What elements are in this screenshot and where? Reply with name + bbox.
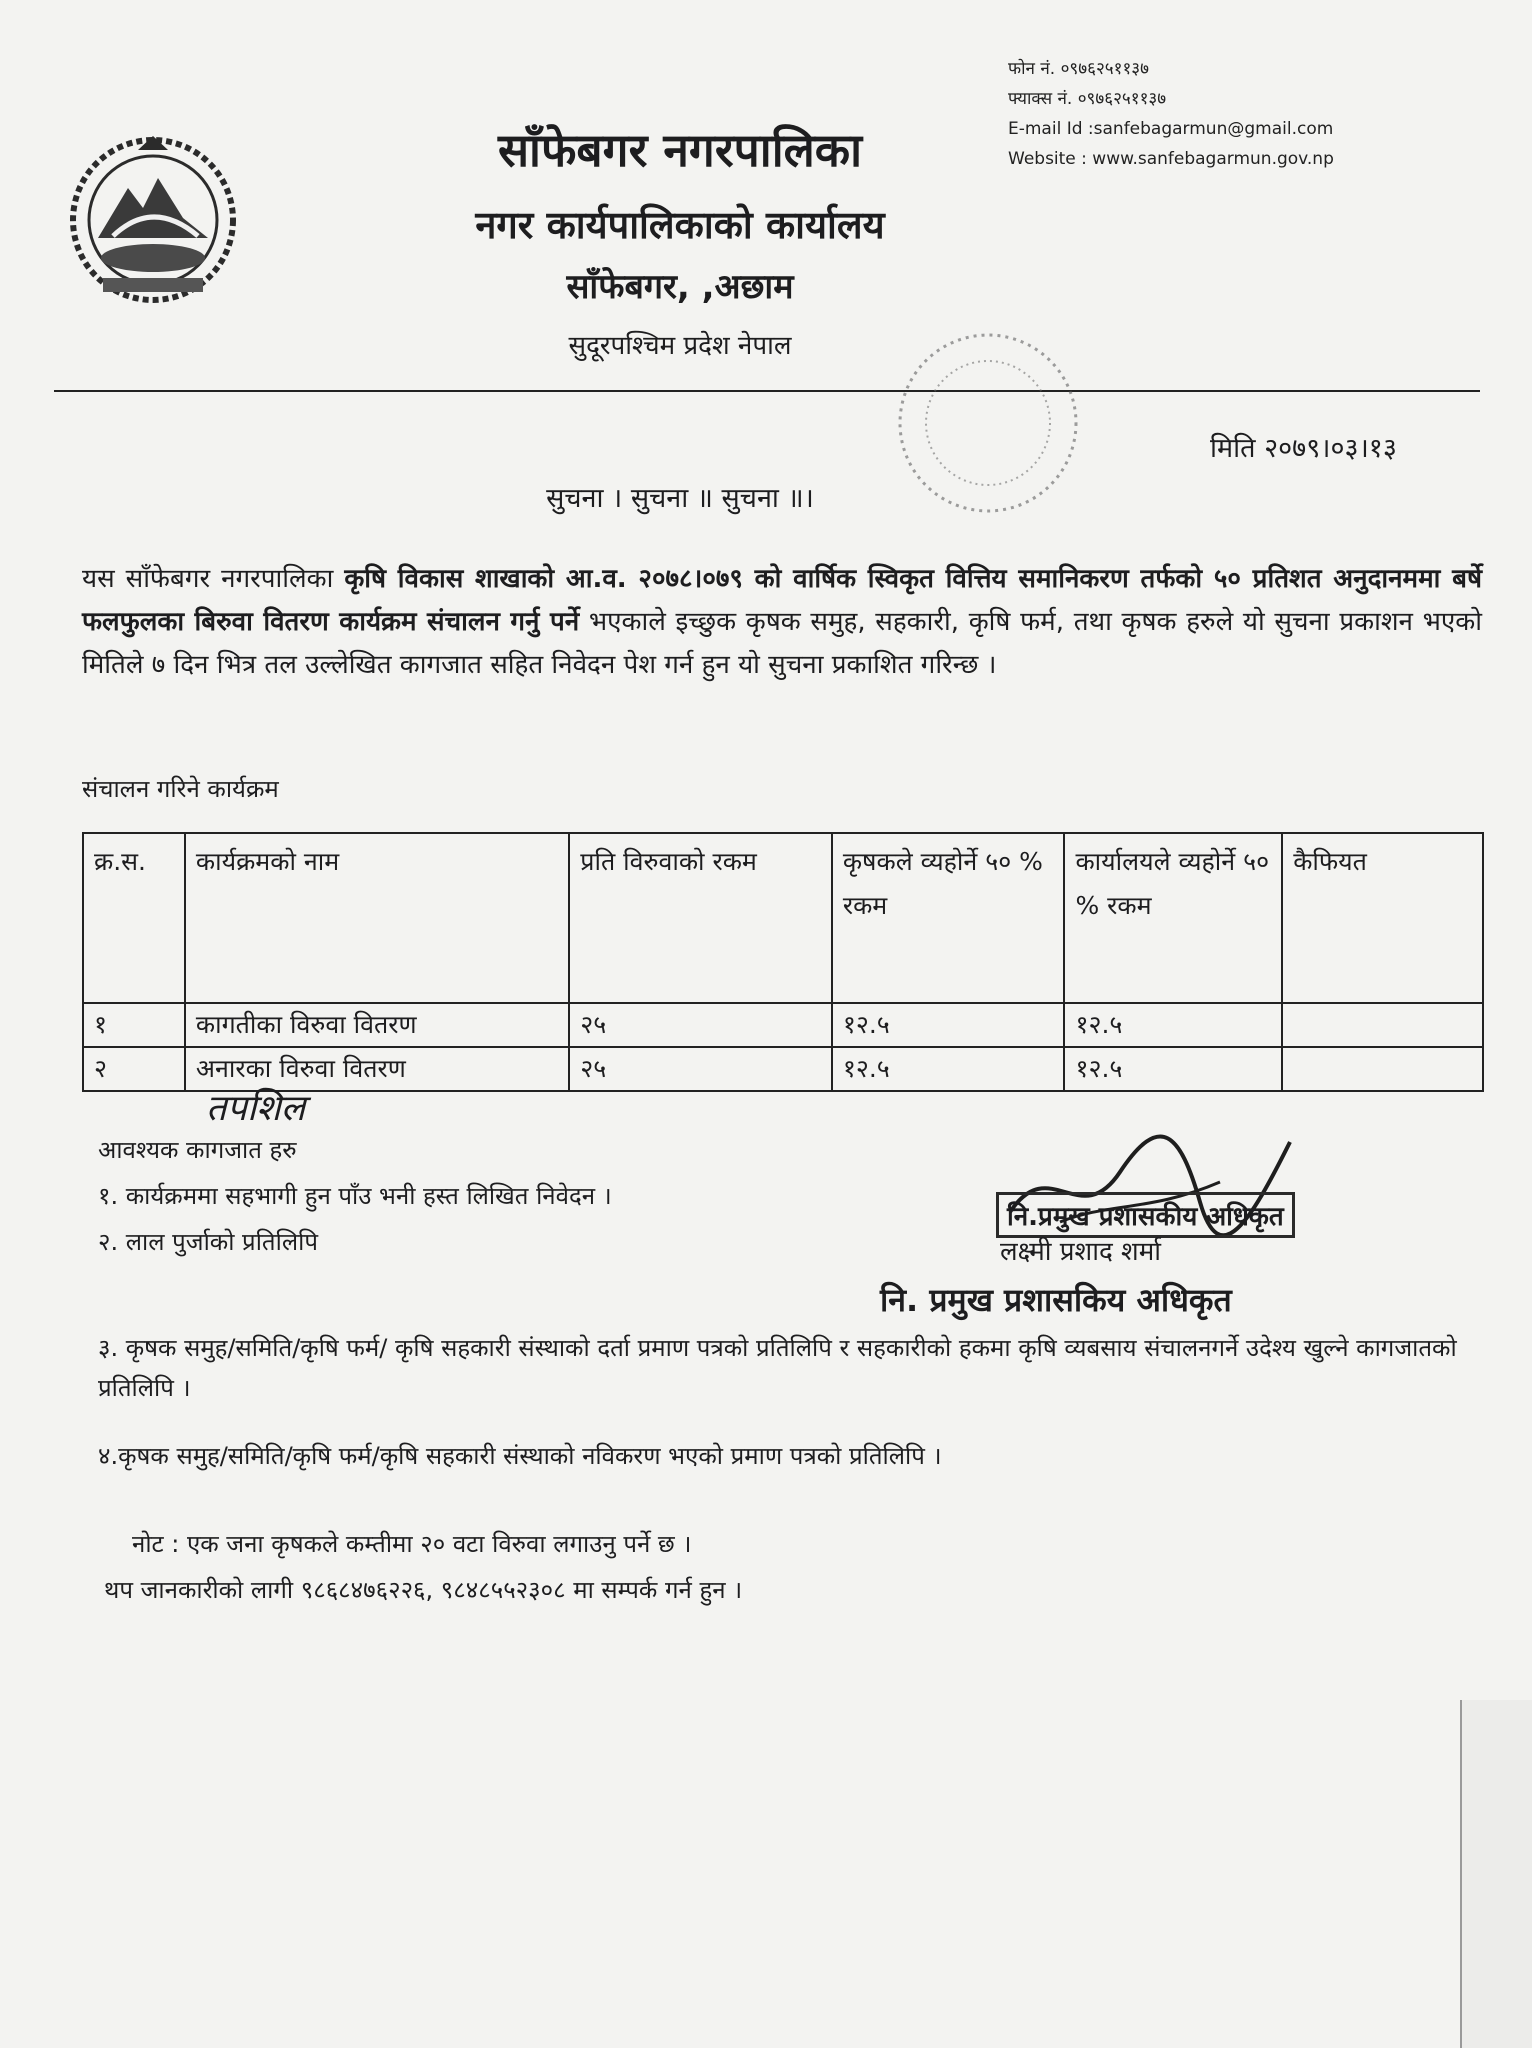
cell-serial: २ <box>83 1047 185 1091</box>
footer-contact: थप जानकारीको लागी ९८६८४७६२२६, ९८४८५५२३०८ मा सम्पर्क गर्न हुन । <box>104 1576 743 1604</box>
phone-number: फोन नं. ०९७६२५११३७ <box>1008 59 1149 79</box>
program-table <box>82 832 1484 1092</box>
requirements-title: आवश्यक कागजात हरु <box>98 1136 297 1164</box>
requirement-item-1: १. कार्यक्रममा सहभागी हुन पाँउ भनी हस्त लिखित निवेदन । <box>98 1182 612 1210</box>
cell-farmer-share: १२.५ <box>832 1003 1065 1047</box>
office-location: साँफेबगर, ,अछाम <box>566 267 794 307</box>
table-row <box>83 1003 1483 1047</box>
body-intro: यस साँफेबगर नगरपालिका <box>82 564 345 594</box>
cell-serial: १ <box>83 1003 185 1047</box>
requirement-item-2: २. लाल पुर्जाको प्रतिलिपि <box>98 1228 318 1256</box>
adjacent-page-edge <box>1460 1700 1532 2048</box>
col-header-farmer-share: कृषकले व्यहोर्ने ५० % रकम <box>832 833 1065 1003</box>
signatory-title: नि. प्रमुख प्रशासकिय अधिकृत <box>880 1281 1232 1319</box>
col-header-office-share: कार्यालयले व्यहोर्ने ५० % रकम <box>1064 833 1282 1003</box>
municipality-name: साँफेबगर नगरपालिका <box>497 123 863 177</box>
notice-title: सुचना । सुचना ॥ सुचना ॥। <box>546 483 814 514</box>
fax-number: फ्याक्स नं. ०९७६२५११३७ <box>1008 89 1167 109</box>
website-address: Website : www.sanfebagarmun.gov.np <box>1008 149 1334 169</box>
cell-farmer-share: १२.५ <box>832 1047 1065 1091</box>
cell-program-name: कागतीका विरुवा वितरण <box>185 1003 569 1047</box>
col-header-remarks: कैफियत <box>1282 833 1483 1003</box>
header-divider <box>54 390 1480 392</box>
cell-price: २५ <box>569 1047 832 1091</box>
col-header-price-per-plant: प्रति विरुवाको रकम <box>569 833 832 1003</box>
program-section-label: संचालन गरिने कार्यक्रम <box>82 775 279 803</box>
cell-remarks <box>1282 1003 1483 1047</box>
email-address: E-mail Id :sanfebagarmun@gmail.com <box>1008 119 1334 139</box>
col-header-program-name: कार्यक्रमको नाम <box>185 833 569 1003</box>
signatory-name: लक्ष्मी प्रशाद शर्मा <box>1000 1237 1161 1267</box>
col-header-serial: क्र.स. <box>83 833 185 1003</box>
cell-program-name: अनारका विरुवा वितरण <box>185 1047 569 1091</box>
cell-remarks <box>1282 1047 1483 1091</box>
notice-date: मिति २०७९।०३।१३ <box>1210 433 1397 464</box>
cell-office-share: १२.५ <box>1064 1003 1282 1047</box>
cell-office-share: १२.५ <box>1064 1047 1282 1091</box>
table-header-row <box>83 833 1483 1003</box>
nepal-emblem-logo <box>58 128 248 306</box>
footer-note: नोट : एक जना कृषकले कम्तीमा २० वटा विरुवा लगाउनु पर्ने छ । <box>132 1530 692 1558</box>
notice-body <box>82 558 1482 687</box>
body-program-highlight: कृषि विकास शाखाको आ.व. २०७८।०७९ को वार्षिक स्विकृत वित्तिय समानिकरण तर्फको ५० प्रतिशत अनुदानममा बर्षे फलफुलका बिरुवा वितरण कार्यक्रम संचालन गर्नु पर्ने <box>82 564 1482 637</box>
body-instructions: भएकाले इच्छुक कृषक समुह, सहकारी, कृषि फर्म, तथा कृषक हरुले यो सुचना प्रकाशन भएको मितिले ७ दिन भित्र तल उल्लेखित कागजात सहित निवेदन पेश गर्न हुन यो सुचना प्रकाशित गरिन्छ । <box>82 607 1482 680</box>
handwritten-annotation: तपशिल <box>206 1088 306 1129</box>
cell-price: २५ <box>569 1003 832 1047</box>
office-name: नगर कार्यपालिकाको कार्यालय <box>475 203 885 247</box>
province-name: सुदूरपश्चिम प्रदेश नेपाल <box>568 331 792 361</box>
designation-stamp: नि.प्रमुख प्रशासकीय अधिकृत <box>996 1192 1295 1238</box>
requirement-item-4: ४.कृषक समुह/समिति/कृषि फर्म/कृषि सहकारी संस्थाको नविकरण भएको प्रमाण पत्रको प्रतिलिपि । <box>98 1442 942 1470</box>
requirement-item-3: ३. कृषक समुह/समिति/कृषि फर्म/ कृषि सहकारी संस्थाको दर्ता प्रमाण पत्रको प्रतिलिपि र सहकारीको हकमा कृषि व्यबसाय संचालनगर्ने उदेश्य खुल्ने कागजातको प्रतिलिपि । <box>98 1334 1457 1402</box>
